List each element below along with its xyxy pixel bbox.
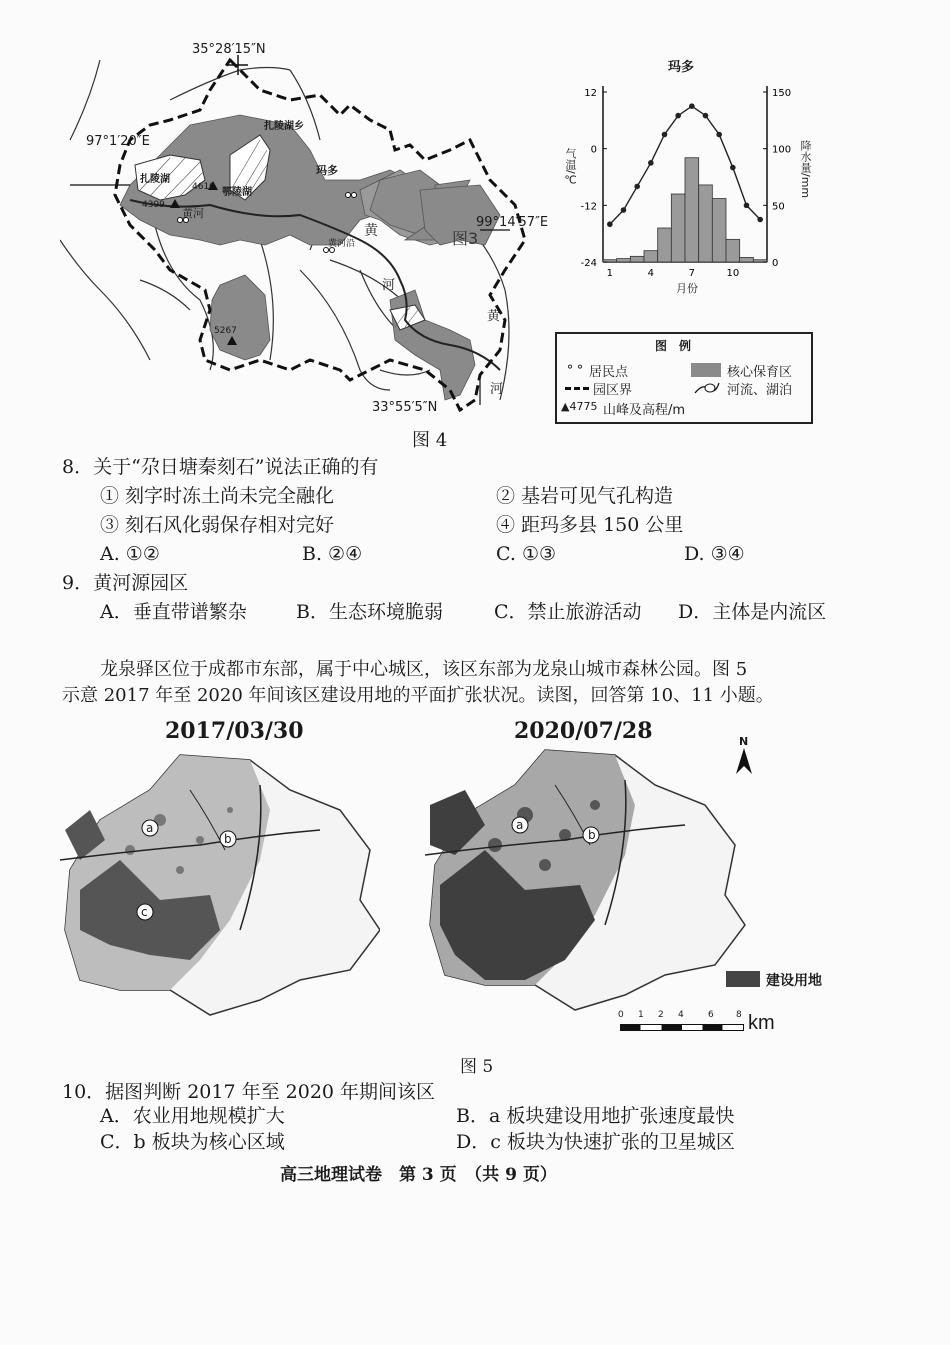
figure-4-caption: 图 4 <box>412 430 448 451</box>
scale-tick-2: 2 <box>658 1010 664 1020</box>
figure-5-caption: 图 5 <box>460 1057 494 1077</box>
fig3-overlap-label: 图3 <box>452 229 479 248</box>
q10-choice-c[interactable]: C．b 板块为核心区域 <box>100 1131 285 1153</box>
temperature-point-9 <box>716 132 722 138</box>
coord-right-label: 99°14′57″E <box>476 215 549 230</box>
q8-choice-d[interactable]: D. ③④ <box>684 543 745 565</box>
precip-bar-7 <box>685 158 699 262</box>
q8-option-1: ① 刻字时冻土尚未完全融化 <box>100 485 335 507</box>
legend-boundary: 园区界 <box>593 383 633 398</box>
fig5-map-2017 <box>60 750 380 1020</box>
right-tick-label: 50 <box>772 201 785 213</box>
q8-choice-b[interactable]: B. ②④ <box>302 543 363 565</box>
river-label-he-2: 河 <box>490 382 504 397</box>
precip-bar-8 <box>699 185 713 262</box>
page-footer: 高三地理试卷 第 3 页 （共 9 页） <box>280 1165 557 1185</box>
precip-bar-11 <box>740 257 754 262</box>
q9-stem: 9．黄河源园区 <box>62 572 189 594</box>
x-tick-label: 10 <box>726 268 740 279</box>
temperature-point-5 <box>662 132 668 138</box>
fig5-label-a-2020: a <box>516 818 524 832</box>
peak-4610-label: 4610 <box>192 182 215 192</box>
climate-right-axis-label: 降水量/mm <box>799 140 812 199</box>
temperature-point-2 <box>621 207 627 213</box>
temperature-point-10 <box>730 165 736 171</box>
built-up-swatch <box>726 971 760 987</box>
q8-stem: 8．关于“尕日塘秦刻石”说法正确的有 <box>62 456 379 478</box>
q8-choice-a[interactable]: A. ①② <box>100 543 160 565</box>
q8-option-3: ③ 刻石风化弱保存相对完好 <box>100 514 335 536</box>
place-elinghu: 鄂陵湖 <box>222 187 252 198</box>
q8-option-2: ② 基岩可见气孔构造 <box>496 485 674 507</box>
climate-left-axis-label: 气温/℃ <box>564 148 577 187</box>
fig5-label-b-2020: b <box>588 828 596 842</box>
scale-tick-8: 8 <box>736 1010 742 1020</box>
precip-bar-9 <box>712 199 726 262</box>
q10-choice-a[interactable]: A．农业用地规模扩大 <box>100 1105 285 1127</box>
q8-choice-c[interactable]: C. ①③ <box>496 543 557 565</box>
temperature-point-1 <box>607 221 613 227</box>
peak-5267-label: 5267 <box>214 326 237 336</box>
climate-x-label: 月份 <box>676 282 698 295</box>
temperature-point-12 <box>757 217 763 223</box>
settlement-icon: ⚬⚬ <box>565 360 586 374</box>
north-label: N <box>739 735 749 748</box>
place-huanghe: 黄河 <box>182 207 204 220</box>
temperature-point-7 <box>689 103 695 109</box>
scale-unit: km <box>748 1012 775 1034</box>
temperature-point-8 <box>703 113 709 119</box>
intro-line-1: 龙泉驿区位于成都市东部，属于中心城区，该区东部为龙泉山城市森林公园。图 5 <box>100 659 748 680</box>
scale-tick-0: 0 <box>618 1010 624 1020</box>
coord-bottom-label: 33°55′5″N <box>372 400 438 415</box>
climate-chart <box>555 70 805 300</box>
right-tick-label: 100 <box>772 144 792 156</box>
temperature-point-6 <box>675 113 681 119</box>
q9-choice-c[interactable]: C．禁止旅游活动 <box>494 601 642 623</box>
river-label-he: 河 <box>382 278 396 293</box>
precip-bar-10 <box>726 239 740 262</box>
coord-top-label: 35°28′15″N <box>192 42 266 57</box>
place-zhalinghu: 扎陵湖 <box>140 174 170 185</box>
temperature-point-3 <box>634 184 640 190</box>
scale-tick-1: 1 <box>638 1010 644 1020</box>
river-label-huang: 黄 <box>364 223 378 239</box>
place-huangheyan: 黄河沿 <box>328 239 356 249</box>
peak-4399-label: 4399 <box>142 200 165 210</box>
x-tick-label: 7 <box>688 268 696 279</box>
precip-bar-4 <box>644 251 658 262</box>
q10-choice-b[interactable]: B．a 板块建设用地扩张速度最快 <box>456 1105 735 1127</box>
fig5-date-2020: 2020/07/28 <box>514 718 653 744</box>
q9-choice-d[interactable]: D．主体是内流区 <box>678 601 827 623</box>
river-lake-icon <box>693 379 721 397</box>
fig5-map-2020 <box>425 745 755 1020</box>
peak-sample: ▲4775 <box>561 400 598 413</box>
climate-chart-title: 玛多 <box>668 60 695 75</box>
core-zone-swatch <box>691 363 721 377</box>
map-legend <box>555 332 813 424</box>
q9-choice-a[interactable]: A．垂直带谱繁杂 <box>100 601 247 623</box>
legend-title: 图 例 <box>655 339 692 353</box>
left-tick-label: 0 <box>590 144 597 156</box>
temperature-point-4 <box>648 160 654 166</box>
right-tick-label: 150 <box>772 88 792 99</box>
right-tick-label: 0 <box>772 258 779 269</box>
fig5-legend-label: 建设用地 <box>766 973 822 989</box>
north-arrow-icon <box>734 748 754 776</box>
legend-core-zone: 核心保育区 <box>727 365 793 380</box>
precip-bar-2 <box>617 259 631 262</box>
q10-stem: 10．据图判断 2017 年至 2020 年期间该区 <box>62 1081 436 1103</box>
left-tick-label: -12 <box>580 201 597 213</box>
x-tick-label: 4 <box>647 268 655 279</box>
fig5-label-a-2017: a <box>146 821 154 835</box>
q10-choice-d[interactable]: D．c 板块为快速扩张的卫星城区 <box>456 1131 735 1153</box>
boundary-swatch <box>565 387 589 390</box>
scale-tick-4: 4 <box>678 1010 684 1020</box>
q9-choice-b[interactable]: B．生态环境脆弱 <box>296 601 443 623</box>
precip-bar-5 <box>658 228 672 262</box>
left-tick-label: 12 <box>584 88 597 99</box>
scale-tick-6: 6 <box>708 1010 714 1020</box>
legend-peak: 山峰及高程/m <box>603 403 686 418</box>
precip-bar-3 <box>630 256 644 262</box>
left-tick-label: -24 <box>580 258 597 269</box>
scale-bar <box>620 1024 744 1031</box>
fig5-label-b-2017: b <box>224 832 232 846</box>
place-zhalinghu-xiang: 扎陵湖乡 <box>264 121 304 132</box>
temperature-point-11 <box>744 203 750 209</box>
x-tick-label: 1 <box>606 268 614 279</box>
place-maduo: 玛多 <box>316 164 338 177</box>
fig5-label-c-2017: c <box>141 905 148 919</box>
intro-line-2: 示意 2017 年至 2020 年间该区建设用地的平面扩张状况。读图，回答第 10、11 小题。 <box>62 685 774 706</box>
river-label-huang-2: 黄 <box>487 309 501 324</box>
legend-settlement: 居民点 <box>589 365 629 380</box>
q8-option-4: ④ 距玛多县 150 公里 <box>496 514 684 536</box>
legend-river-lake: 河流、湖泊 <box>727 383 793 398</box>
coord-left-label: 97°1′20″E <box>86 134 150 149</box>
fig5-date-2017: 2017/03/30 <box>165 718 304 744</box>
precip-bar-6 <box>671 194 685 262</box>
